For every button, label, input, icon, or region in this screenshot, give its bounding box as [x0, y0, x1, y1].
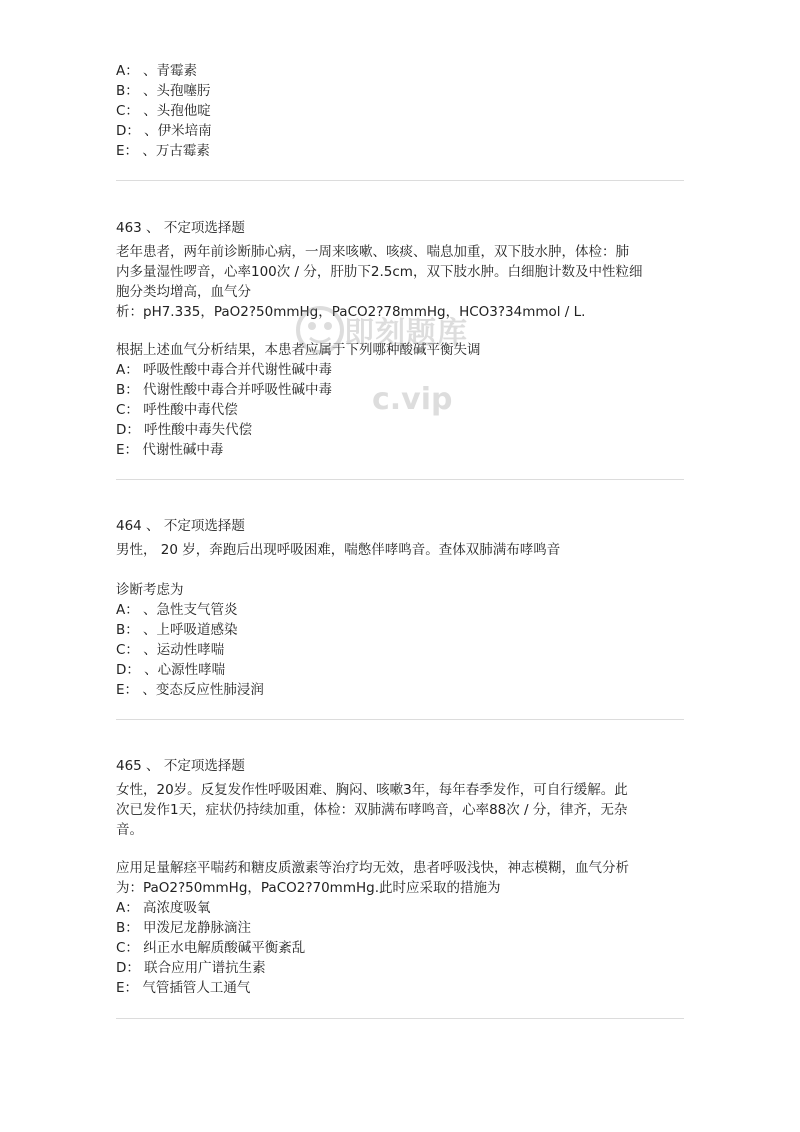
divider — [116, 180, 684, 181]
divider — [116, 1018, 684, 1019]
q463-stem-line: 析：pH7.335，PaO2?50mmHg，PaCO2?78mmHg，HCO3?34mmol / L. — [116, 304, 586, 320]
q463-stem-line: 内多量湿性啰音，心率100次 / 分，肝肋下2.5cm，双下肢水肿。白细胞计数及中性粒细 — [116, 264, 643, 280]
q465-option-d: D： 联合应用广谱抗生素 — [116, 960, 266, 976]
prev-option-d: D： 、伊米培南 — [116, 123, 212, 139]
q465-option-b: B： 甲泼尼龙静脉滴注 — [116, 920, 252, 936]
q463-option-c: C： 呼性酸中毒代偿 — [116, 402, 238, 418]
q465-option-e: E： 气管插管人工通气 — [116, 980, 251, 996]
prev-option-e: E： 、万古霉素 — [116, 143, 210, 159]
prev-option-b: B： 、头孢噻肟 — [116, 83, 211, 99]
q463-stem-line: 胞分类均增高，血气分 — [116, 284, 251, 300]
q463-option-a: A： 呼吸性酸中毒合并代谢性碱中毒 — [116, 362, 333, 378]
q464-option-d: D： 、心源性哮喘 — [116, 662, 226, 678]
q463-stem-line: 老年患者，两年前诊断肺心病，一周来咳嗽、咳痰、喘息加重，双下肢水肿，体检：肺 — [116, 244, 629, 260]
q464-option-c: C： 、运动性哮喘 — [116, 642, 225, 658]
q465-stem-line: 次已发作1天，症状仍持续加重，体检：双肺满布哮鸣音，心率88次 / 分，律齐，无杂 — [116, 802, 628, 818]
q465-question-line: 为：PaO2?50mmHg，PaCO2?70mmHg.此时应采取的措施为 — [116, 880, 501, 896]
q463-question: 根据上述血气分析结果，本患者应属于下列哪种酸碱平衡失调 — [116, 342, 481, 358]
divider — [116, 479, 684, 480]
q465-option-c: C： 纠正水电解质酸碱平衡紊乱 — [116, 940, 306, 956]
q463-option-b: B： 代谢性酸中毒合并呼吸性碱中毒 — [116, 382, 333, 398]
q465-question-line: 应用足量解痉平喘药和糖皮质激素等治疗均无效，患者呼吸浅快，神志模糊，血气分析 — [116, 860, 629, 876]
divider — [116, 719, 684, 720]
q464-header: 464 、 不定项选择题 — [116, 518, 245, 534]
q463-option-e: E： 代谢性碱中毒 — [116, 442, 224, 458]
q464-option-a: A： 、急性支气管炎 — [116, 602, 238, 618]
prev-option-c: C： 、头孢他啶 — [116, 103, 211, 119]
q465-stem-line: 女性，20岁。反复发作性呼吸困难、胸闷、咳嗽3年，每年春季发作，可自行缓解。此 — [116, 782, 628, 798]
q465-option-a: A： 高浓度吸氧 — [116, 900, 211, 916]
prev-option-a: A： 、青霉素 — [116, 63, 198, 79]
q463-option-d: D： 呼性酸中毒失代偿 — [116, 422, 253, 438]
q464-stem-line: 男性， 20 岁，奔跑后出现呼吸困难，喘憋伴哮鸣音。查体双肺满布哮鸣音 — [116, 542, 561, 558]
watermark-text: c.vip — [372, 382, 453, 417]
q464-option-e: E： 、变态反应性肺浸润 — [116, 682, 264, 698]
watermark-text: 即刻题库 — [344, 316, 468, 351]
q463-header: 463 、 不定项选择题 — [116, 220, 245, 236]
q464-option-b: B： 、上呼吸道感染 — [116, 622, 238, 638]
q465-stem-line: 音。 — [116, 822, 143, 838]
q464-question: 诊断考虑为 — [116, 582, 184, 598]
q465-header: 465 、 不定项选择题 — [116, 758, 245, 774]
